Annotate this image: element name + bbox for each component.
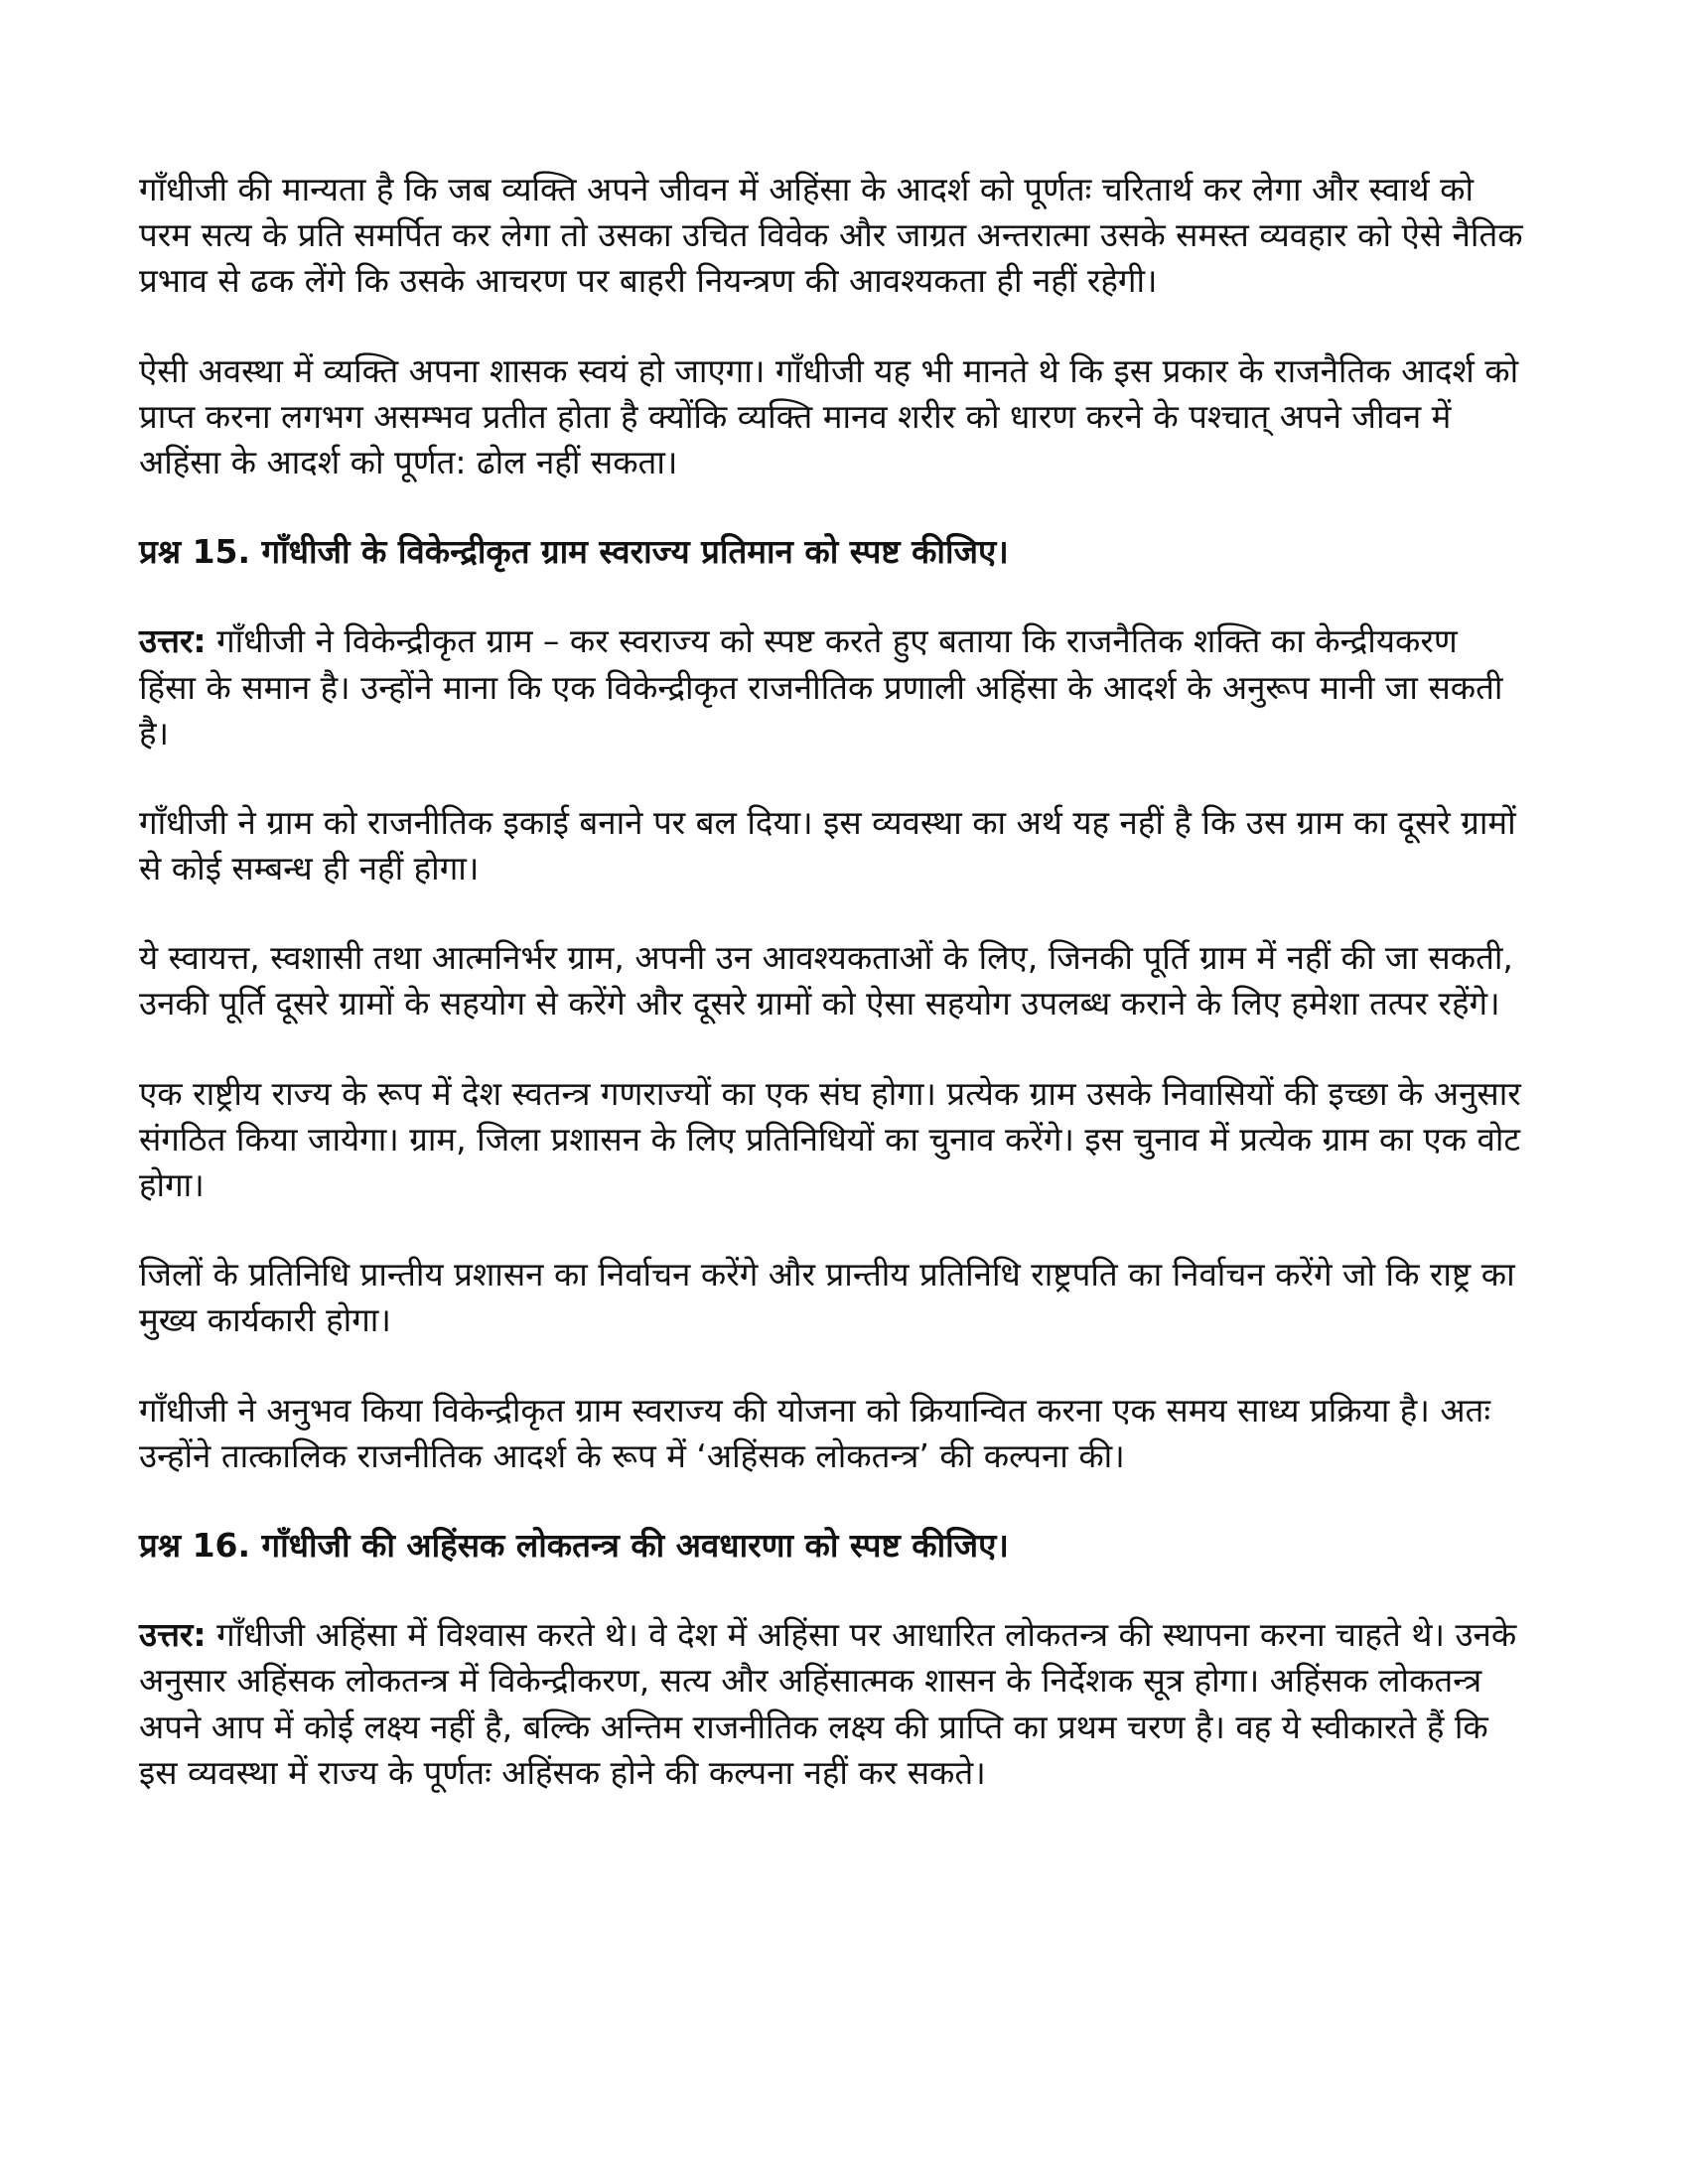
question-16-heading: प्रश्न 16. गाँधीजी की अहिंसक लोकतन्त्र की अवधारणा को स्पष्ट कीजिए। bbox=[139, 1525, 1009, 1565]
body-paragraph: ये स्वायत्त, स्वशासी तथा आत्मनिर्भर ग्राम, अपनी उन आवश्यकताओं के लिए, जिनकी पूर्ति ग्राम में नहीं की जा सकती, उनकी पूर्ति दूसरे ग्रामों के सहयोग से करेंगे और दूसरे ग्रामों को ऐसा सहयोग उपलब्ध कराने के लिए हमेशा तत्पर रहेंगे। bbox=[139, 938, 1513, 1024]
body-paragraph: एक राष्ट्रीय राज्य के रूप में देश स्वतन्त्र गणराज्यों का एक संघ होगा। प्रत्येक ग्राम उसके निवासियों की इच्छा के अनुसार संगठित किया जायेगा। ग्राम, जिला प्रशासन के लिए प्रतिनिधियों का चुनाव करेंगे। इस चुनाव में प्रत्येक ग्राम का एक वोट होगा। bbox=[139, 1073, 1521, 1204]
question-15-heading: प्रश्न 15. गाँधीजी के विकेन्द्रीकृत ग्राम स्वराज्य प्रतिमान को स्पष्ट कीजिए। bbox=[139, 532, 1009, 572]
answer-15-paragraph bbox=[139, 618, 1524, 756]
answer-text: गाँधीजी ने विकेन्द्रीकृत ग्राम – कर स्वराज्य को स्पष्ट करते हुए बताया कि राजनैतिक शक्ति का केन्द्रीयकरण हिंसा के समान है। उन्होंने माना कि एक विकेन्द्रीकृत राजनीतिक प्रणाली अहिंसा के आदर्श के अनुरूप मानी जा सकती है। bbox=[139, 621, 1503, 752]
body-paragraph: गाँधीजी की मान्यता है कि जब व्यक्ति अपने जीवन में अहिंसा के आदर्श को पूर्णतः चरितार्थ कर लेगा और स्वार्थ को परम सत्य के प्रति समर्पित कर लेगा तो उसका उचित विवेक और जाग्रत अन्तरात्मा उसके समस्त व्यवहार को ऐसे नैतिक प्रभाव से ढक लेंगे कि उसके आचरण पर बाहरी नियन्त्रण की आवश्यकता ही नहीं रहेगी। bbox=[139, 170, 1523, 301]
body-paragraph: गाँधीजी ने ग्राम को राजनीतिक इकाई बनाने पर बल दिया। इस व्यवस्था का अर्थ यह नहीं है कि उस ग्राम का दूसरे ग्रामों से कोई सम्बन्ध ही नहीं होगा। bbox=[139, 802, 1516, 888]
answer-text: गाँधीजी अहिंसा में विश्वास करते थे। वे देश में अहिंसा पर आधारित लोकतन्त्र की स्थापना करना चाहते थे। उनके अनुसार अहिंसक लोकतन्त्र में विकेन्द्रीकरण, सत्य और अहिंसात्मक शासन के निर्देशक सूत्र होगा। अहिंसक लोकतन्त्र अपने आप में कोई लक्ष्य नहीं है, बल्कि अन्तिम राजनीतिक लक्ष्य की प्राप्ति का प्रथम चरण है। वह ये स्वीकारते हैं कि इस व्यवस्था में राज्य के पूर्णतः अहिंसक होने की कल्पना नहीं कर सकते। bbox=[139, 1615, 1517, 1792]
body-paragraph: गाँधीजी ने अनुभव किया विकेन्द्रीकृत ग्राम स्वराज्य की योजना को क्रियान्वित करना एक समय साध्य प्रक्रिया है। अतः उन्होंने तात्कालिक राजनीतिक आदर्श के रूप में ‘अहिंसक लोकतन्त्र’ की कल्पना की। bbox=[139, 1390, 1491, 1475]
answer-label: उत्तर: bbox=[139, 1615, 207, 1655]
answer-label: उत्तर: bbox=[139, 621, 207, 661]
body-paragraph: ऐसी अवस्था में व्यक्ति अपना शासक स्वयं हो जाएगा। गाँधीजी यह भी मानते थे कि इस प्रकार के राजनैतिक आदर्श को प्राप्त करना लगभग असम्भव प्रतीत होता है क्योंकि व्यक्ति मानव शरीर को धारण करने के पश्चात् अपने जीवन में अहिंसा के आदर्श को पूर्णत: ढोल नहीं सकता। bbox=[139, 350, 1519, 481]
answer-16-paragraph bbox=[139, 1612, 1524, 1796]
body-paragraph: जिलों के प्रतिनिधि प्रान्तीय प्रशासन का निर्वाचन करेंगे और प्रान्तीय प्रतिनिधि राष्ट्रपति का निर्वाचन करेंगे जो कि राष्ट्र का मुख्य कार्यकारी होगा। bbox=[139, 1255, 1515, 1340]
